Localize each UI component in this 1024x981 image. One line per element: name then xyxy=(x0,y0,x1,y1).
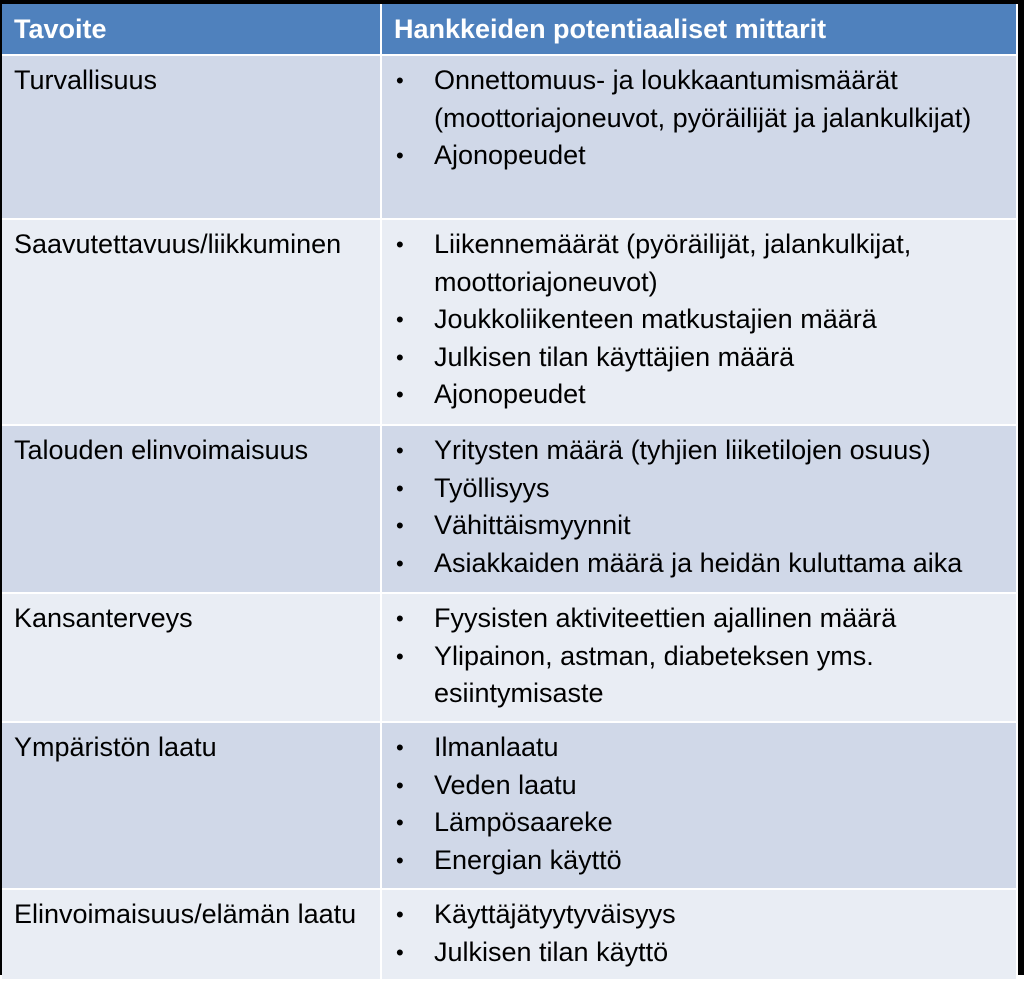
bullet-icon: • xyxy=(396,847,404,873)
metric-item xyxy=(382,767,1008,805)
bullet-icon: • xyxy=(396,772,404,798)
goal-cell: Kansanterveys xyxy=(2,594,382,723)
metric-text: Ajonopeudet xyxy=(434,140,586,170)
header-goal: Tavoite xyxy=(2,4,382,56)
metrics-cell xyxy=(382,594,1018,723)
metric-text: Ajonopeudet xyxy=(434,379,586,409)
goal-cell: Saavutettavuus/liikkuminen xyxy=(2,220,382,426)
bullet-icon: • xyxy=(396,68,404,93)
metrics-cell xyxy=(382,220,1018,426)
metric-item xyxy=(382,62,1008,137)
bullet-icon: • xyxy=(396,643,404,669)
metric-item xyxy=(382,896,1008,934)
table-row xyxy=(2,56,1018,220)
metric-item xyxy=(382,470,1008,508)
bullet-icon: • xyxy=(396,606,404,631)
metric-text: Fyysisten aktiviteettien ajallinen määrä xyxy=(434,603,897,633)
metric-text: Ylipainon, astman, diabeteksen yms. esiintymisaste xyxy=(434,640,874,708)
metric-item xyxy=(382,729,1008,767)
bullet-icon: • xyxy=(396,810,404,835)
goals-metrics-table xyxy=(2,4,1018,981)
goal-cell: Elinvoimaisuus/elämän laatu xyxy=(2,890,382,981)
metric-item xyxy=(382,638,1008,713)
metrics-cell xyxy=(382,56,1018,220)
table-row xyxy=(2,723,1018,890)
metric-text: Onnettomuus- ja loukkaantumismäärät (moottoriajoneuvot, pyöräilijät ja jalankulkijat) xyxy=(434,65,972,133)
metrics-cell xyxy=(382,723,1018,890)
bullet-icon: • xyxy=(396,307,404,332)
metric-text: Julkisen tilan käyttäjien määrä xyxy=(434,341,795,372)
goal-cell: Ympäristön laatu xyxy=(2,723,382,890)
metric-item xyxy=(382,137,1008,175)
metric-item xyxy=(382,376,1008,414)
bullet-icon: • xyxy=(396,939,404,965)
metric-text: Vähittäismyynnit xyxy=(434,510,631,540)
metric-text: Yritysten määrä (tyhjien liiketilojen osuus) xyxy=(434,435,931,465)
table-row xyxy=(2,426,1018,594)
metrics-cell xyxy=(382,890,1018,981)
header-metrics: Hankkeiden potentiaaliset mittarit xyxy=(382,4,1018,56)
metric-text: Energian käyttö xyxy=(434,844,622,875)
metric-item xyxy=(382,600,1008,638)
table-row xyxy=(2,220,1018,426)
metric-item xyxy=(382,545,1008,583)
metric-item xyxy=(382,226,1008,301)
bullet-icon: • xyxy=(396,438,404,463)
metric-text: Lämpösaareke xyxy=(434,807,613,837)
metric-item xyxy=(382,804,1008,842)
bullet-icon: • xyxy=(396,475,404,501)
bullet-icon: • xyxy=(396,550,404,576)
bullet-icon: • xyxy=(396,344,404,370)
metric-text: Julkisen tilan käyttö xyxy=(434,936,669,967)
goal-cell: Turvallisuus xyxy=(2,56,382,220)
bullet-icon: • xyxy=(396,902,404,927)
metric-item xyxy=(382,339,1008,377)
bullet-icon: • xyxy=(396,143,404,168)
bullet-icon: • xyxy=(396,513,404,538)
metric-item xyxy=(382,301,1008,339)
metric-text: Veden laatu xyxy=(434,769,577,800)
metric-text: Liikennemäärät (pyöräilijät, jalankulkijat, moottoriajoneuvot) xyxy=(434,229,912,297)
metric-text: Ilmanlaatu xyxy=(434,732,559,762)
metric-text: Työllisyys xyxy=(434,472,550,503)
table-row xyxy=(2,594,1018,723)
bullet-icon: • xyxy=(396,232,404,257)
bullet-icon: • xyxy=(396,382,404,407)
metric-text: Joukkoliikenteen matkustajien määrä xyxy=(434,304,877,334)
metric-item xyxy=(382,507,1008,545)
table-row xyxy=(2,890,1018,981)
metric-text: Asiakkaiden määrä ja heidän kuluttama aika xyxy=(434,547,963,578)
table-header-row xyxy=(2,4,1018,56)
bullet-icon: • xyxy=(396,735,404,760)
metric-item xyxy=(382,934,1008,972)
metric-item xyxy=(382,432,1008,470)
goal-cell: Talouden elinvoimaisuus xyxy=(2,426,382,594)
metrics-cell xyxy=(382,426,1018,594)
metric-item xyxy=(382,842,1008,880)
metric-text: Käyttäjätyytyväisyys xyxy=(434,899,676,929)
